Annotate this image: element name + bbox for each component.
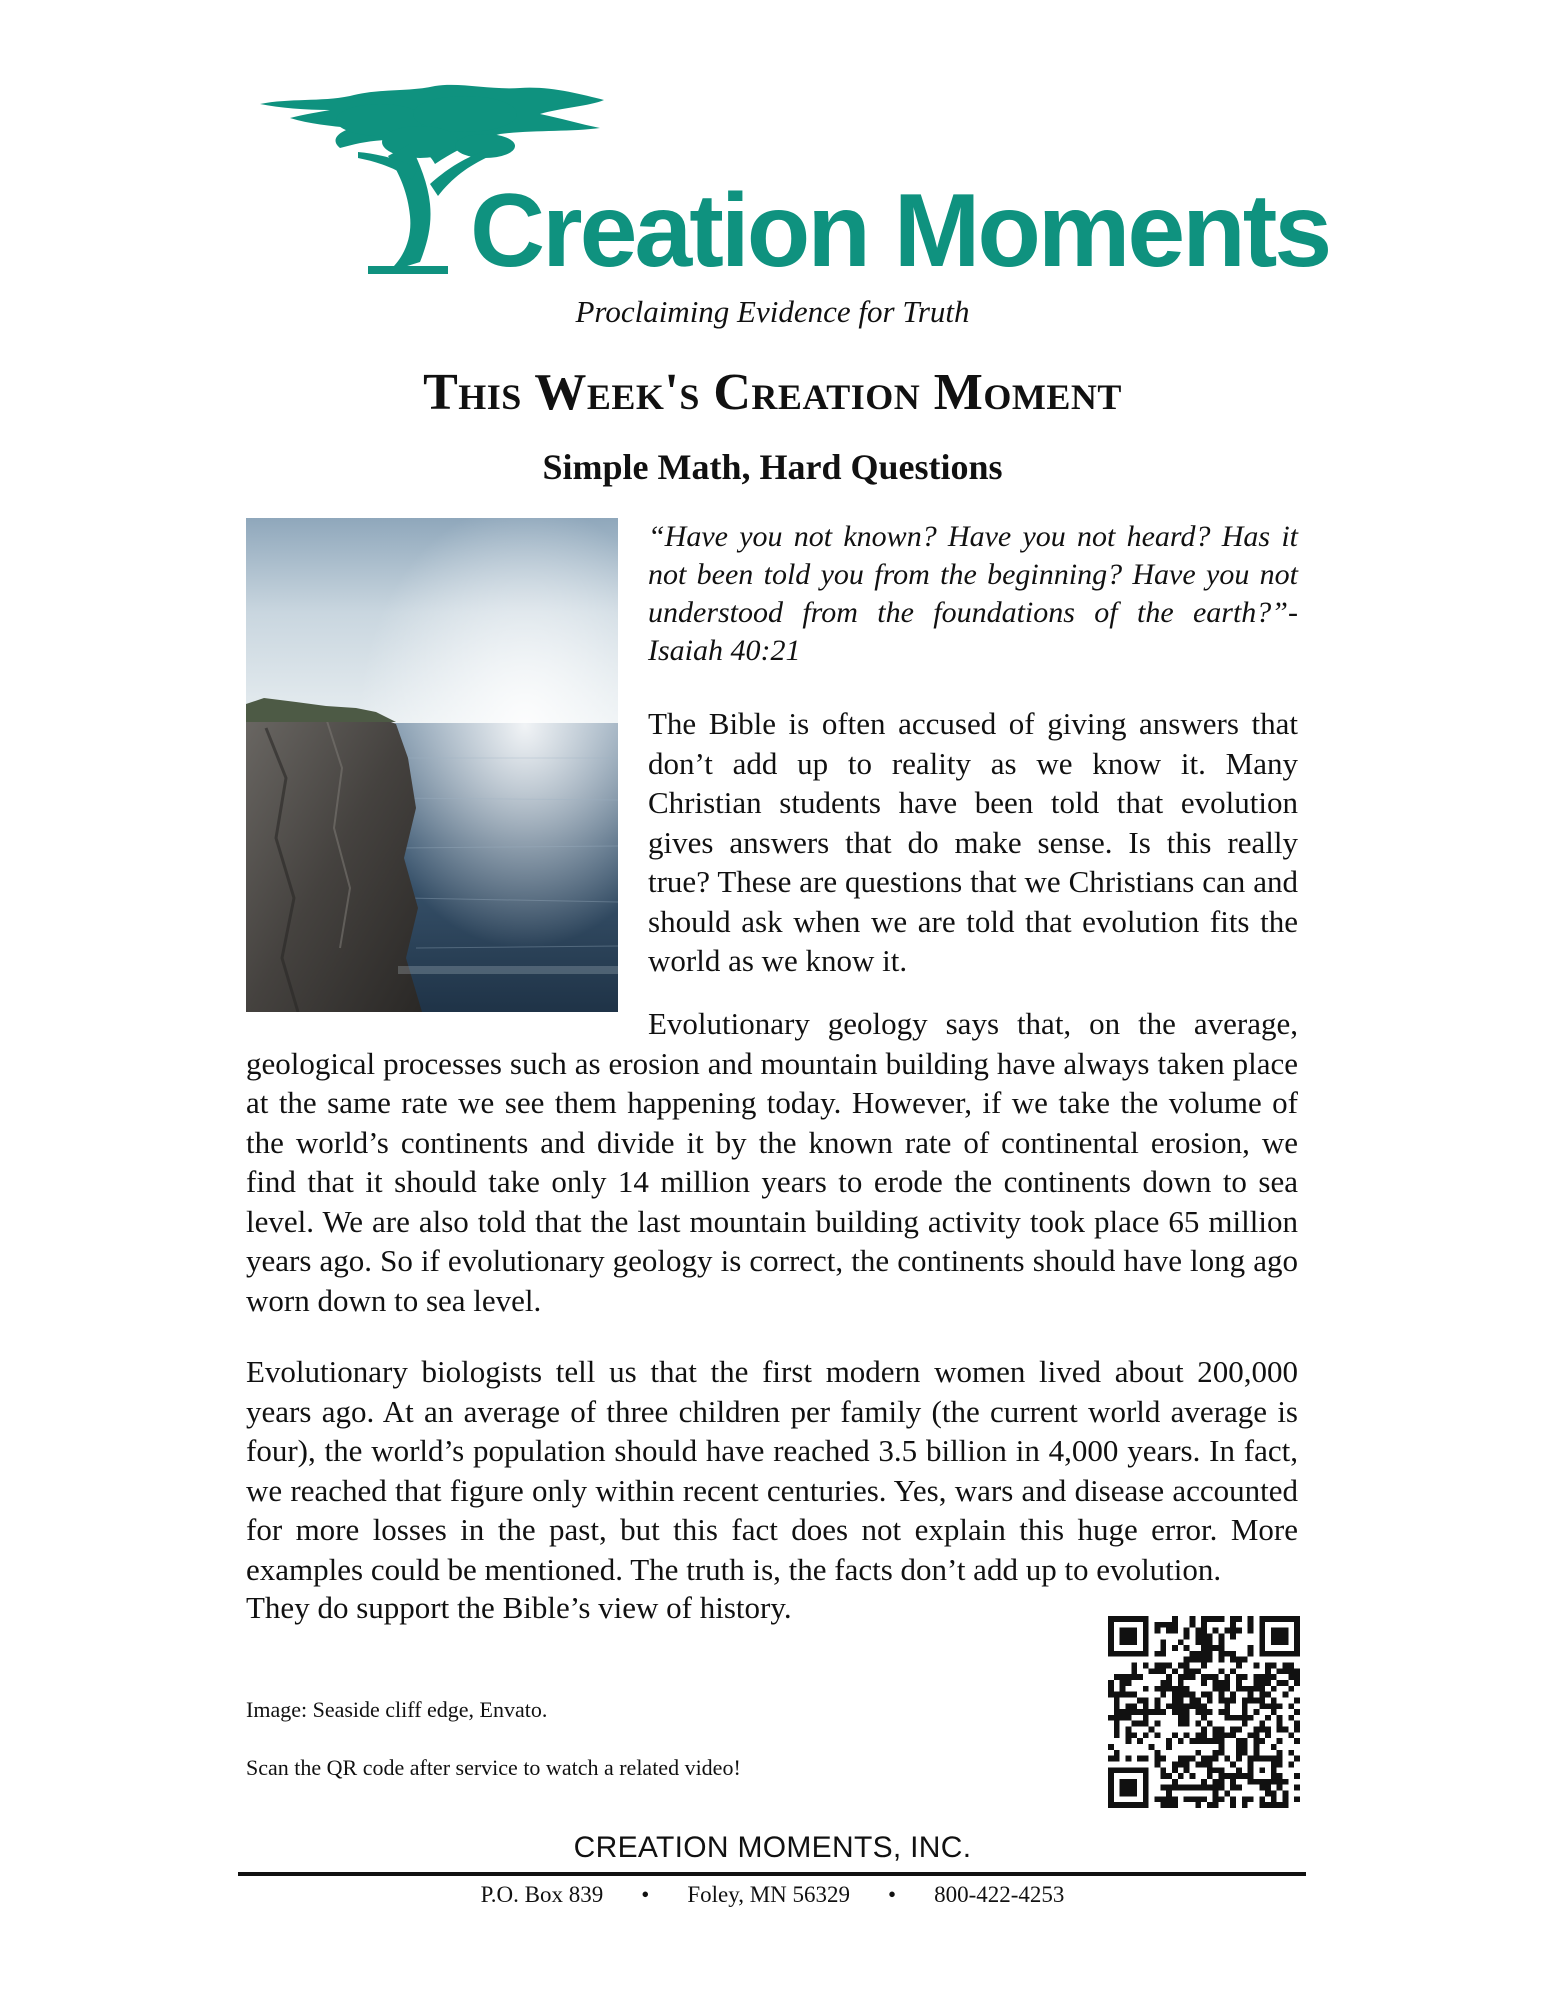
footer-address xyxy=(0,1880,1545,1910)
qr-finder-center xyxy=(1259,1767,1265,1773)
separator-bullet: • xyxy=(888,1882,897,1907)
paragraph-1: The Bible is often accused of giving answers that don’t add up to reality as we know it. Many Christian students have been told that evolution gives answers that do make sense. Is this really true? These are questions that we Christians can and should ask when we are told that evolution fits the world as we know it. xyxy=(648,706,1298,978)
paragraph-2: Evolutionary geology says that, on the average, geological processes such as erosion and mountain building have always taken place at the same rate we see them happening today. However, if we take the volume of the world’s continents and divide it by the known rate of continental erosion, we find that it should take only 14 million years to erode the continents down to sea level. We are also told that the last mountain building activity took place 65 million years ago. So if evolutionary geology is correct, the continents should have long ago worn down to sea level. xyxy=(246,1006,1298,1318)
paragraph-3: Evolutionary biologists tell us that the first modern women lived about 200,000 years ago. At an average of three children per family (the current world average is four), the world’s population should have reached 3.5 billion in 4,000 years. In fact, we reached that figure only within recent centuries. Yes, wars and disease accounted for more losses in the past, but this fact does not explain this huge error. More examples could be mentioned. The truth is, the facts don’t add up to evolution. xyxy=(246,1354,1298,1587)
po-box: P.O. Box 839 xyxy=(480,1882,604,1907)
qr-finder-center xyxy=(1271,1628,1288,1645)
tagline: Proclaiming Evidence for Truth xyxy=(575,294,970,329)
separator-bullet: • xyxy=(641,1882,650,1907)
cliff-photo xyxy=(246,518,618,1012)
seaside-cliff-image xyxy=(246,518,618,1012)
qr-code-icon[interactable] xyxy=(1108,1616,1300,1808)
footer-divider xyxy=(238,1872,1306,1876)
city: Foley, MN 56329 xyxy=(687,1882,851,1907)
paragraph-4: They do support the Bible’s view of history. xyxy=(246,1590,792,1625)
company-name: CREATION MOMENTS, INC. xyxy=(573,1831,972,1864)
qr-finder-center xyxy=(1120,1628,1137,1645)
right-column xyxy=(648,518,1298,981)
image-credit: Image: Seaside cliff edge, Envato. xyxy=(246,1697,548,1722)
scripture-quote: “Have you not known? Have you not heard? Has it not been told you from the beginning? Have you not understood from the foundations of the earth?”- Isaiah 40:21 xyxy=(648,520,1298,667)
article-title: Simple Math, Hard Questions xyxy=(542,447,1003,487)
section-title: This Week's Creation Moment xyxy=(423,364,1122,421)
creation-moments-logo xyxy=(260,84,1330,289)
phone-number[interactable]: 800-422-4253 xyxy=(934,1882,1065,1907)
scan-note: Scan the QR code after service to watch a related video! xyxy=(246,1755,741,1780)
qr-finder-center xyxy=(1120,1779,1137,1796)
brand-name: Creation Moments xyxy=(470,173,1330,289)
